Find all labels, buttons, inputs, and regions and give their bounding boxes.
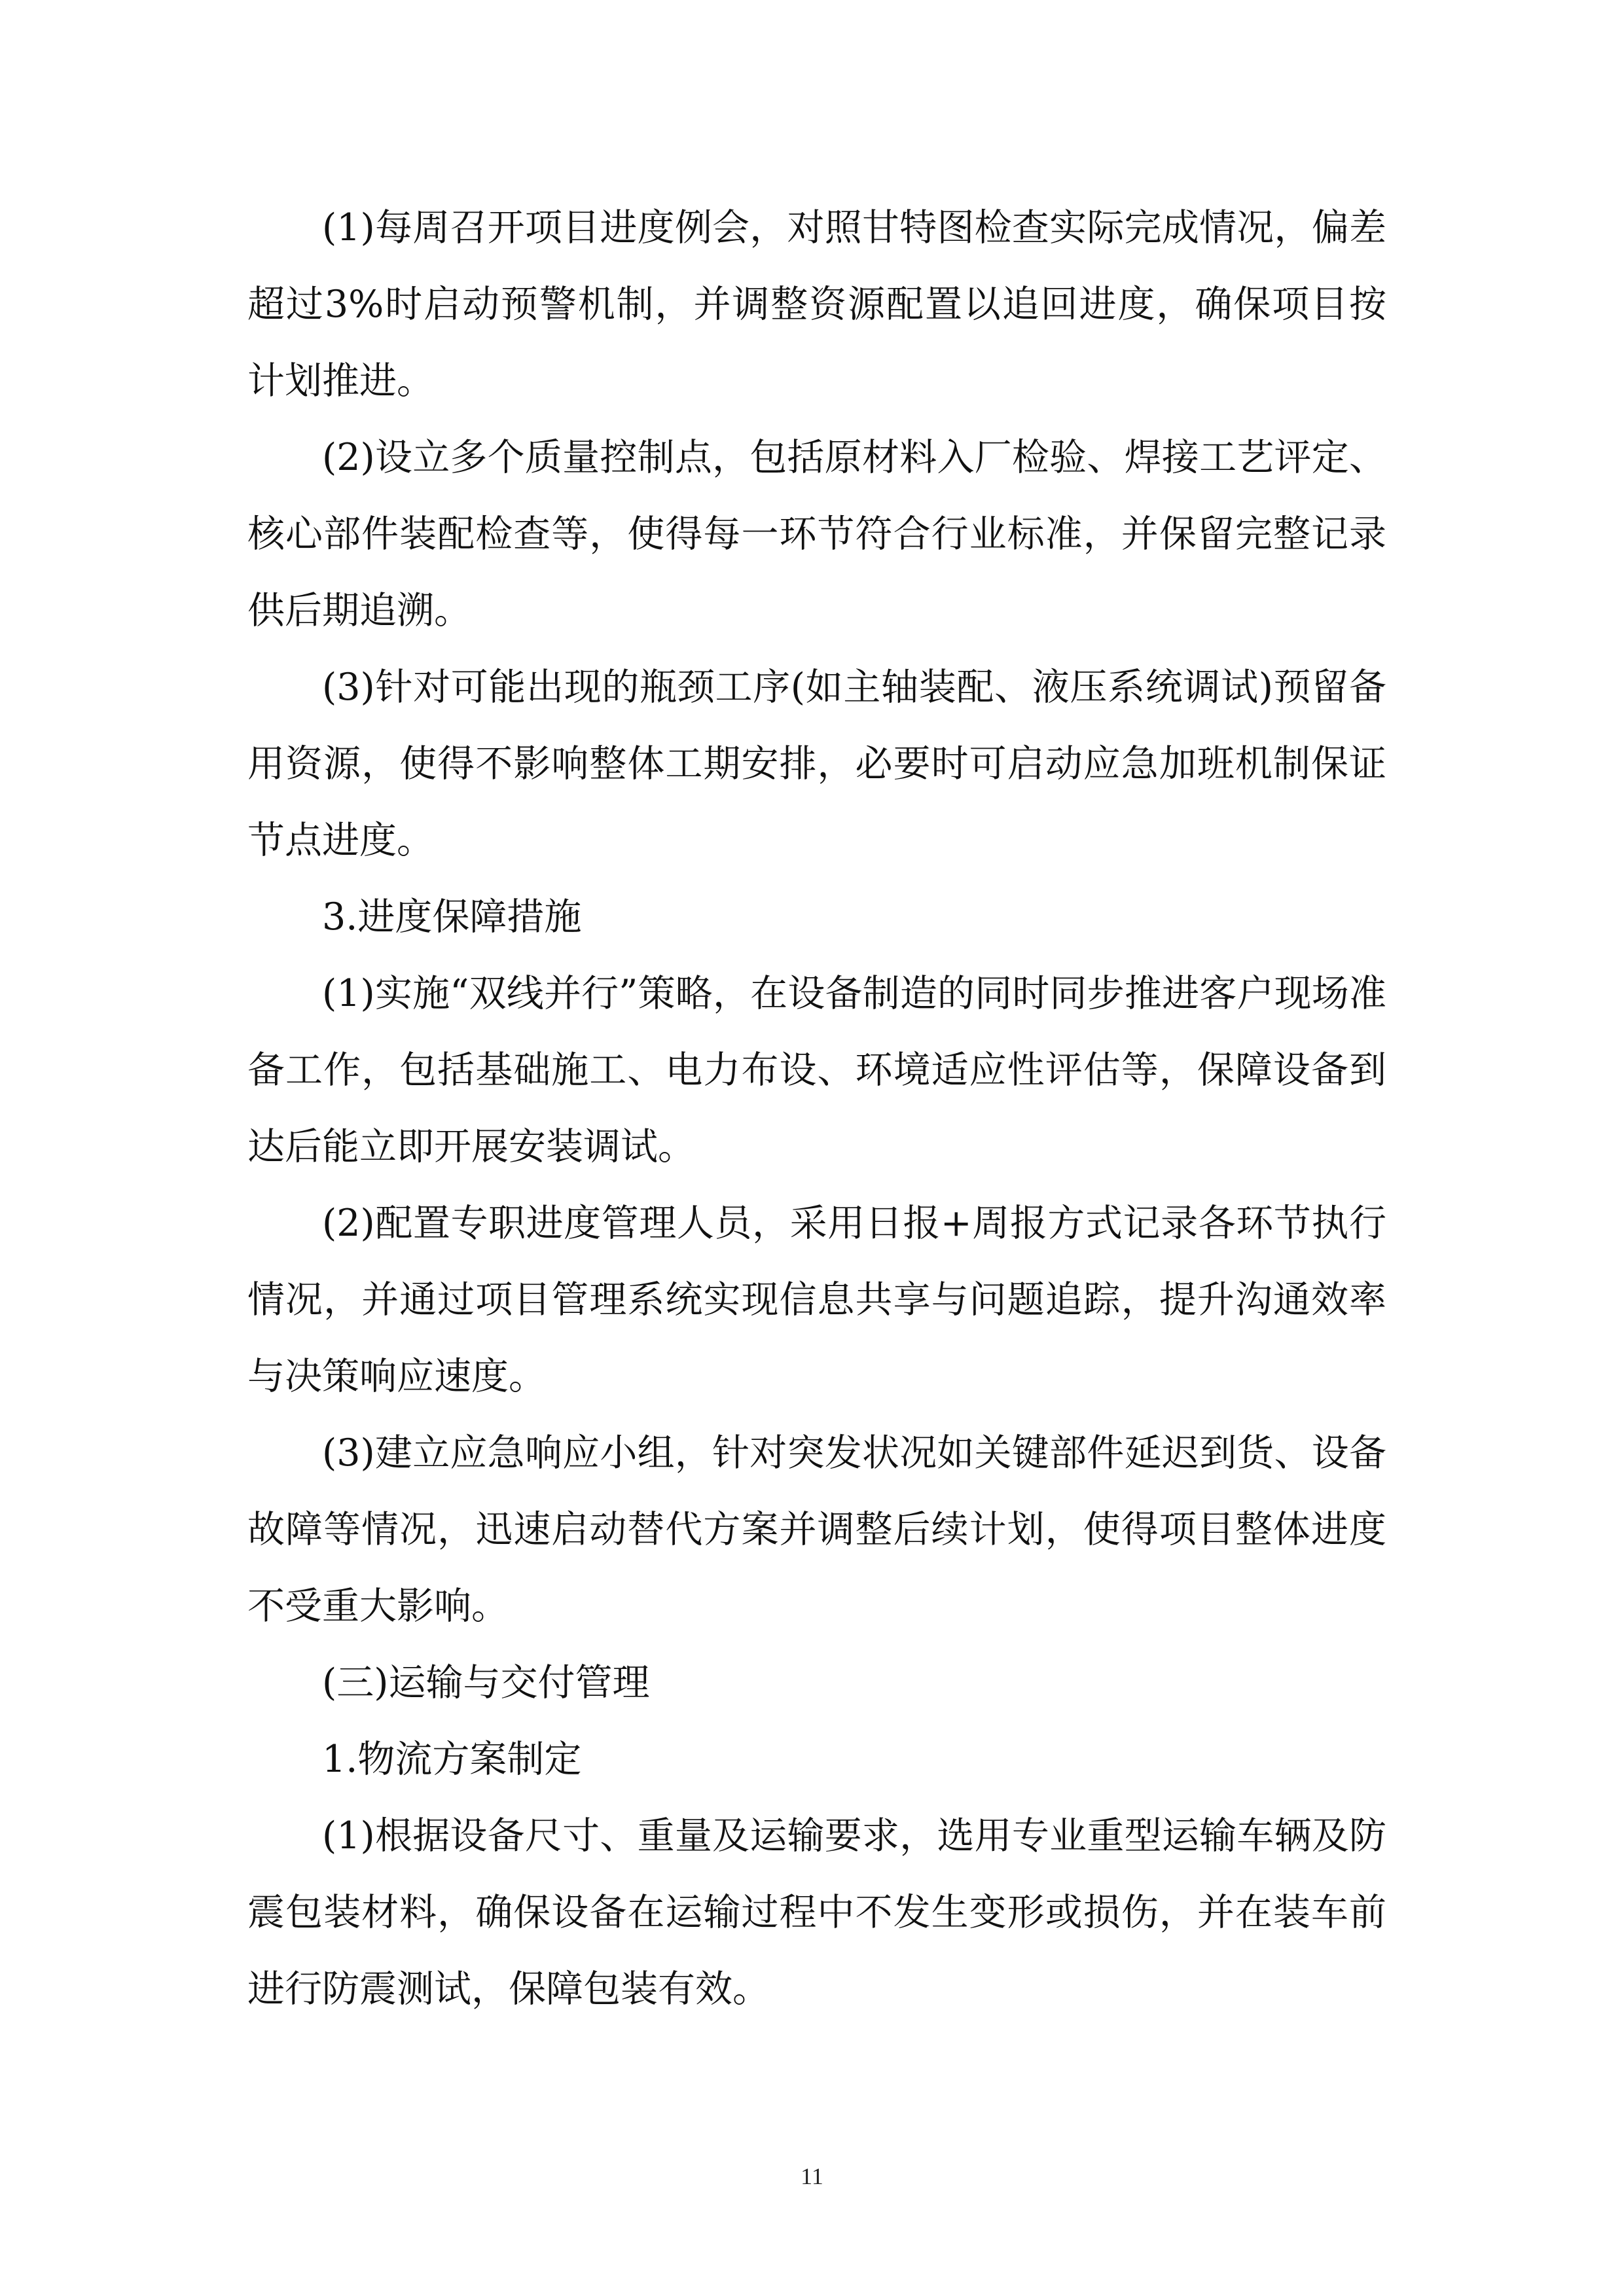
page-body <box>247 190 1386 2028</box>
heading-logistics-plan: 1.物流方案制定 <box>322 1738 582 1781</box>
heading-progress-measures: 3.进度保障措施 <box>322 895 582 939</box>
paragraph-progress-staff: (2)配置专职进度管理人员，采用日报+周报方式记录各环节执行情况，并通过项目管理系统实现信息共享与问题追踪，提升沟通效率与决策响应速度。 <box>247 1202 1386 1398</box>
paragraph-dual-track: (1)实施“双线并行”策略，在设备制造的同时同步推进客户现场准备工作，包括基础施工、电力布设、环境适应性评估等，保障设备到达后能立即开展安装调试。 <box>247 972 1386 1168</box>
paragraph-progress-meeting: (1)每周召开项目进度例会，对照甘特图检查实际完成情况，偏差超过3%时启动预警机制，并调整资源配置以追回进度，确保项目按计划推进。 <box>247 206 1386 403</box>
paragraph-bottleneck-resources: (3)针对可能出现的瓶颈工序(如主轴装配、液压系统调试)预留备用资源，使得不影响整体工期安排，必要时可启动应急加班机制保证节点进度。 <box>247 666 1386 862</box>
paragraph-quality-control: (2)设立多个质量控制点，包括原材料入厂检验、焊接工艺评定、核心部件装配检查等，使得每一环节符合行业标准，并保留完整记录供后期追溯。 <box>247 436 1386 632</box>
paragraph-emergency-team: (3)建立应急响应小组，针对突发状况如关键部件延迟到货、设备故障等情况，迅速启动替代方案并调整后续计划，使得项目整体进度不受重大影响。 <box>247 1431 1386 1628</box>
page-number: 11 <box>801 2163 823 2189</box>
heading-transport-delivery: (三)运输与交付管理 <box>322 1661 650 1704</box>
paragraph-transport-vehicles: (1)根据设备尺寸、重量及运输要求，选用专业重型运输车辆及防震包装材料，确保设备在运输过程中不发生变形或损伤，并在装车前进行防震测试，保障包装有效。 <box>247 1814 1386 2011</box>
